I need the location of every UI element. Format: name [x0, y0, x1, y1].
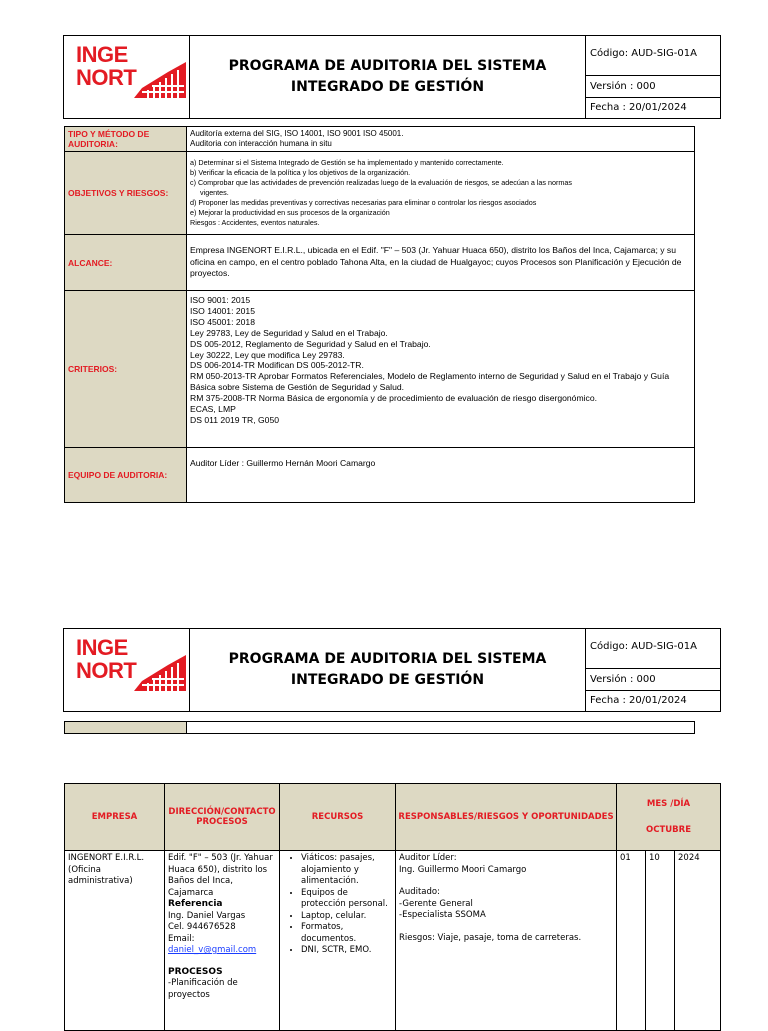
mes-label: OCTUBRE [646, 825, 691, 835]
criterio-line: RM 050-2013-TR Aprobar Formatos Referenciales, Modelo de Reglamento interno de Seguridad y Salud en el Trabajo y Guía Básica sobre Sistema de Gestión de Seguridad y Salud. [190, 371, 670, 393]
col-recursos: RECURSOS [280, 784, 396, 851]
document-meta [586, 36, 720, 118]
mes-cell: 10 [646, 851, 675, 1031]
list-item: • DNI, SCTR, EMO. [301, 945, 392, 957]
auditado-item: -Gerente General [399, 898, 473, 909]
codigo-field: Código: AUD-SIG-01A [586, 36, 720, 76]
list-item: • Viáticos: pasajes, alojamiento y alimentación. [301, 853, 392, 888]
mes-dia-label: MES /DÍA [646, 799, 691, 809]
building-icon [134, 655, 188, 691]
logo-word-1: INGE [76, 42, 128, 67]
objetivo-line: a) Determinar si el Sistema Integrado de Gestión se ha implementado y mantenido correctamente. [190, 158, 504, 167]
table-row [65, 235, 695, 291]
criterio-line: RM 375-2008-TR Norma Básica de ergonomía y de procedimiento de evaluación de riesgo disergonómico. [190, 393, 597, 404]
audit-plan-table [64, 783, 721, 1031]
fecha-field: Fecha : 20/01/2024 [590, 695, 687, 706]
objetivos-value [187, 152, 695, 235]
list-item: • Laptop, celular. [301, 911, 392, 923]
email-link[interactable]: daniel_v@gmail.com [168, 945, 257, 955]
col-mes-dia [617, 784, 721, 851]
ingenort-logo [64, 629, 190, 711]
equipo-label: EQUIPO DE AUDITORIA: [65, 448, 187, 503]
objetivo-line: c) Comprobar que las actividades de prevención realizadas luego de la evaluación de riesgos, se adecúan a las normas [190, 178, 572, 187]
responsables-cell [396, 851, 617, 1031]
referencia-cel: Cel. 944676528 [168, 922, 236, 932]
tipo-line: Auditoría externa del SIG, ISO 14001, ISO 9001 ISO 45001. [190, 129, 404, 138]
alcance-label: ALCANCE: [65, 235, 187, 291]
criterio-line: ISO 45001: 2018 [190, 316, 255, 327]
criterio-line: Ley 30222, Ley que modifica Ley 29783. [190, 349, 345, 360]
table-row [65, 127, 695, 152]
criterio-line: DS 005-2012, Reglamento de Seguridad y Salud en el Trabajo. [190, 338, 431, 349]
audit-info-table [64, 126, 695, 503]
document-title: PROGRAMA DE AUDITORIA DEL SISTEMA INTEGRADO DE GESTIÓN [190, 36, 586, 118]
codigo-field: Código: AUD-SIG-01A [586, 629, 720, 669]
criterios-label: CRITERIOS: [65, 291, 187, 448]
empresa-cell: INGENORT E.I.R.L. (Oficina administrativa) [65, 851, 165, 1031]
riesgos-text: Riesgos: Viaje, pasaje, toma de carreteras. [399, 932, 582, 943]
criterios-value [187, 291, 695, 448]
procesos-text: -Planificación de proyectos [168, 978, 238, 1000]
tipo-value [187, 127, 695, 152]
email-label: Email: [168, 933, 195, 944]
criterio-line: DS 011 2019 TR, G050 [190, 414, 280, 425]
logo-word-1: INGE [76, 635, 128, 660]
table-header-row [65, 784, 721, 851]
col-empresa: EMPRESA [65, 784, 165, 851]
criterio-line: ECAS, LMP [190, 404, 236, 415]
referencia-label: Referencia [168, 899, 223, 909]
col-direccion: DIRECCIÓN/CONTACTO PROCESOS [165, 784, 280, 851]
tipo-label: TIPO Y MÉTODO DE AUDITORIA: [65, 127, 187, 152]
document-meta [586, 629, 720, 711]
objetivo-line: Riesgos : Accidentes, eventos naturales. [190, 218, 320, 227]
table-row [65, 152, 695, 235]
table-row [65, 851, 721, 1031]
objetivo-line: b) Verificar la eficacia de la política y los objetivos de la organización. [190, 168, 411, 177]
document-header [63, 35, 721, 119]
objetivo-line: vigentes. [200, 188, 229, 197]
lider-label: Auditor Líder: [399, 853, 457, 863]
anio-cell: 2024 [675, 851, 721, 1031]
procesos-label: PROCESOS [168, 966, 223, 977]
table-row [65, 291, 695, 448]
direccion-text: Edif. "F" – 503 (Jr. Yahuar Huaca 650), distrito los Baños del Inca, Cajamarca [168, 853, 273, 898]
document-title: PROGRAMA DE AUDITORIA DEL SISTEMA INTEGRADO DE GESTIÓN [190, 629, 586, 711]
criterio-line: DS 006-2014-TR Modifican DS 005-2012-TR. [190, 360, 364, 371]
objetivos-label: OBJETIVOS Y RIESGOS: [65, 152, 187, 235]
tipo-line: Auditoria con interacción humana in situ [190, 139, 332, 148]
auditado-item: -Especialista SSOMA [399, 910, 486, 920]
list-item: • Equipos de protección personal. [301, 888, 392, 911]
ingenort-logo [64, 36, 190, 118]
version-field: Versión : 000 [586, 669, 720, 691]
empty-info-row [64, 721, 695, 734]
objetivo-line: d) Proponer las medidas preventivas y correctivas necesarias para eliminar o controlar los riesgos asociados [190, 198, 537, 207]
lider-name: Ing. Guillermo Moori Camargo [399, 864, 527, 875]
version-field: Versión : 000 [586, 76, 720, 98]
recursos-list [283, 853, 392, 957]
direccion-cell [165, 851, 280, 1031]
col-responsables: RESPONSABLES/RIESGOS Y OPORTUNIDADES [396, 784, 617, 851]
equipo-value: Auditor Líder : Guillermo Hernán Moori Camargo [187, 448, 695, 503]
referencia-name: Ing. Daniel Vargas [168, 910, 246, 921]
auditado-label: Auditado: [399, 887, 440, 897]
document-header [63, 628, 721, 712]
objetivo-line: e) Mejorar la productividad en sus procesos de la organización [190, 208, 390, 217]
criterio-line: ISO 14001: 2015 [190, 305, 255, 316]
dia-cell: 01 [617, 851, 646, 1031]
alcance-value: Empresa INGENORT E.I.R.L., ubicada en el Edif. "F" – 503 (Jr. Yahuar Huaca 650), distrito los Baños del Inca, Cajamarca; y su oficina en campo, en el centro poblado Tahona Alta, en la ciudad de Hualgayoc; cuyos Procesos son Planificación y Ejecución de proyectos. [187, 235, 695, 291]
recursos-cell [280, 851, 396, 1031]
empty-label-cell [65, 722, 187, 733]
list-item: • Formatos, documentos. [301, 922, 392, 945]
building-icon [134, 62, 188, 98]
fecha-field: Fecha : 20/01/2024 [590, 102, 687, 113]
criterio-line: Ley 29783, Ley de Seguridad y Salud en el Trabajo. [190, 327, 388, 338]
logo-word-2: NORT [76, 65, 137, 90]
criterio-line: ISO 9001: 2015 [190, 295, 251, 305]
table-row [65, 448, 695, 503]
logo-word-2: NORT [76, 658, 137, 683]
